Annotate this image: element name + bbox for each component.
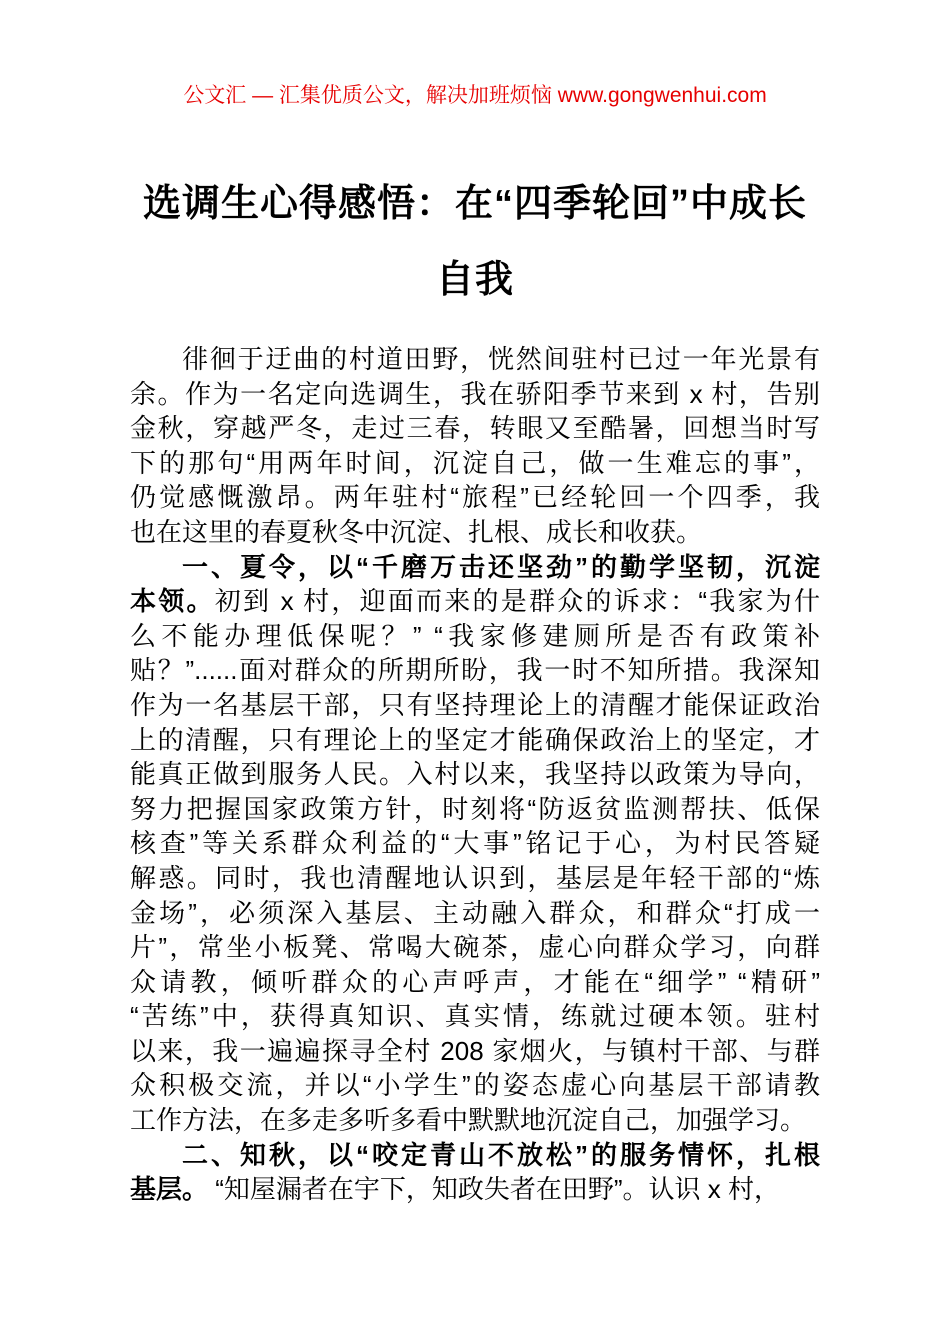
text-line — [130, 515, 820, 550]
body-text: 金场”，必须深入基层、主动融入群众，和群众“打成一 — [130, 897, 820, 928]
text-line — [130, 826, 820, 861]
text-line — [130, 653, 820, 688]
text-line — [130, 342, 820, 377]
text-line — [130, 757, 820, 792]
text-line — [130, 1172, 820, 1207]
document-title-line-1: 选调生心得感悟：在“四季轮回”中成长 — [142, 183, 807, 225]
text-line — [130, 1103, 820, 1138]
text-line — [130, 896, 820, 931]
bold-heading-text: 基层。 — [130, 1174, 209, 1205]
body-text: 上的清醒，只有理论上的坚定才能确保政治上的坚定，才 — [130, 724, 820, 755]
body-text: 解惑。同时，我也清醒地认识到，基层是年轻干部的“炼 — [130, 862, 820, 893]
text-line — [130, 480, 820, 515]
body-text: 工作方法，在多走多听多看中默默地沉淀自己，加强学习。 — [130, 1105, 807, 1136]
document-body — [130, 342, 820, 1207]
text-line — [130, 1138, 820, 1173]
text-line — [130, 411, 820, 446]
text-line — [130, 792, 820, 827]
text-line — [130, 550, 820, 585]
body-text: 么不能办理低保呢？” “我家修建厕所是否有政策补 — [130, 620, 820, 651]
body-text: “苦练”中，获得真知识、真实情，练就过硬本领。驻村 — [130, 1001, 820, 1032]
text-line — [130, 965, 820, 1000]
text-line — [130, 723, 820, 758]
site-header-banner: 公文汇 — 汇集优质公文，解决加班烦恼 www.gongwenhui.com — [183, 84, 767, 107]
body-text: 徘徊于迂曲的村道田野，恍然间驻村已过一年光景有 — [182, 344, 820, 374]
text-line — [130, 861, 820, 896]
document-title-line-2: 自我 — [435, 259, 514, 301]
body-text: 众积极交流，并以“小学生”的姿态虚心向基层干部请教 — [130, 1070, 820, 1101]
text-line — [130, 688, 820, 723]
body-text: 下的那句“用两年时间，沉淀自己，做一生难忘的事”， — [130, 447, 820, 478]
bold-heading-text: 本领。 — [130, 586, 215, 617]
body-text: 片”，常坐小板凳、常喝大碗茶，虚心向群众学习，向群 — [130, 932, 820, 963]
body-text: 仍觉感慨激昂。两年驻村“旅程”已经轮回一个四季，我 — [130, 482, 820, 513]
document-title — [0, 166, 950, 318]
body-text: 以来，我一遍遍探寻全村 208 家烟火，与镇村干部、与群 — [130, 1035, 820, 1066]
text-line — [130, 619, 820, 654]
body-text: 核查”等关系群众利益的“大事”铭记于心，为村民答疑 — [130, 828, 820, 859]
bold-heading-text: 二、知秋，以“咬定青山不放松”的服务情怀，扎根 — [182, 1139, 820, 1170]
body-text: 余。作为一名定向选调生，我在骄阳季节来到 x 村，告别 — [130, 378, 820, 409]
text-line — [130, 446, 820, 481]
text-line — [130, 1034, 820, 1069]
text-line — [130, 377, 820, 412]
body-text: 贴？”......面对群众的所期所盼，我一时不知所措。我深知 — [130, 655, 820, 686]
body-text: 能真正做到服务人民。入村以来，我坚持以政策为导向， — [130, 759, 820, 790]
body-text: “知屋漏者在宇下，知政失者在田野”。认识 x 村， — [208, 1174, 781, 1205]
text-line — [130, 999, 820, 1034]
body-text: 作为一名基层干部，只有坚持理论上的清醒才能保证政治 — [130, 689, 820, 720]
body-text: 初到 x 村，迎面而来的是群众的诉求：“我家为什 — [214, 586, 820, 617]
text-line — [130, 584, 820, 619]
bold-heading-text: 一、夏令，以“千磨万击还坚劲”的勤学坚韧，沉淀 — [182, 551, 820, 582]
body-text: 金秋，穿越严冬，走过三春，转眼又至酷暑，回想当时写 — [130, 413, 820, 444]
text-line — [130, 930, 820, 965]
text-line — [130, 1068, 820, 1103]
body-text: 众请教，倾听群众的心声呼声，才能在“细学” “精研” — [130, 966, 820, 997]
body-text: 也在这里的春夏秋冬中沉淀、扎根、成长和收获。 — [130, 516, 703, 547]
body-text: 努力把握国家政策方针，时刻将“防返贫监测帮扶、低保 — [130, 793, 820, 824]
